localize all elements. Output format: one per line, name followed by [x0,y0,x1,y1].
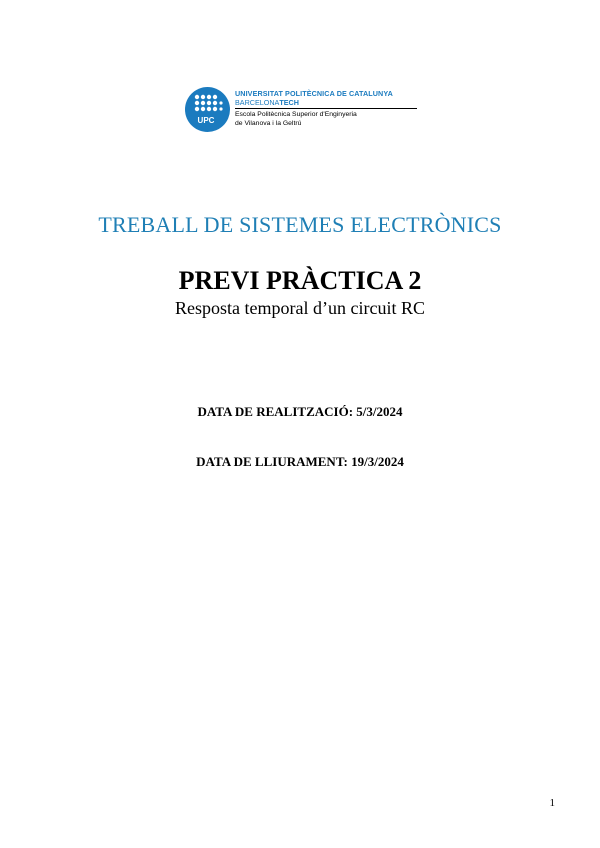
date-lliurament: DATA DE LLIURAMENT: 19/3/2024 [196,454,404,469]
university-tagline: BARCELONATECH [235,98,299,107]
upc-emblem-text: UPC [197,116,215,125]
document-title: PREVI PRÀCTICA 2 [178,266,422,295]
upc-emblem [185,87,230,132]
document-subtitle: Resposta temporal d’un circuit RC [175,298,425,318]
university-name: UNIVERSITAT POLITÈCNICA DE CATALUNYA [235,89,393,98]
school-name-line1: Escola Politècnica Superior d'Enginyeria [235,111,357,118]
date-realitzacio: DATA DE REALITZACIÓ: 5/3/2024 [197,404,403,419]
logo-divider [235,108,417,109]
school-name-line2: de Vilanova i la Geltrú [235,119,302,127]
course-title: TREBALL DE SISTEMES ELECTRÒNICS [98,212,502,237]
page-number: 1 [549,797,555,809]
upc-logo [185,87,425,133]
